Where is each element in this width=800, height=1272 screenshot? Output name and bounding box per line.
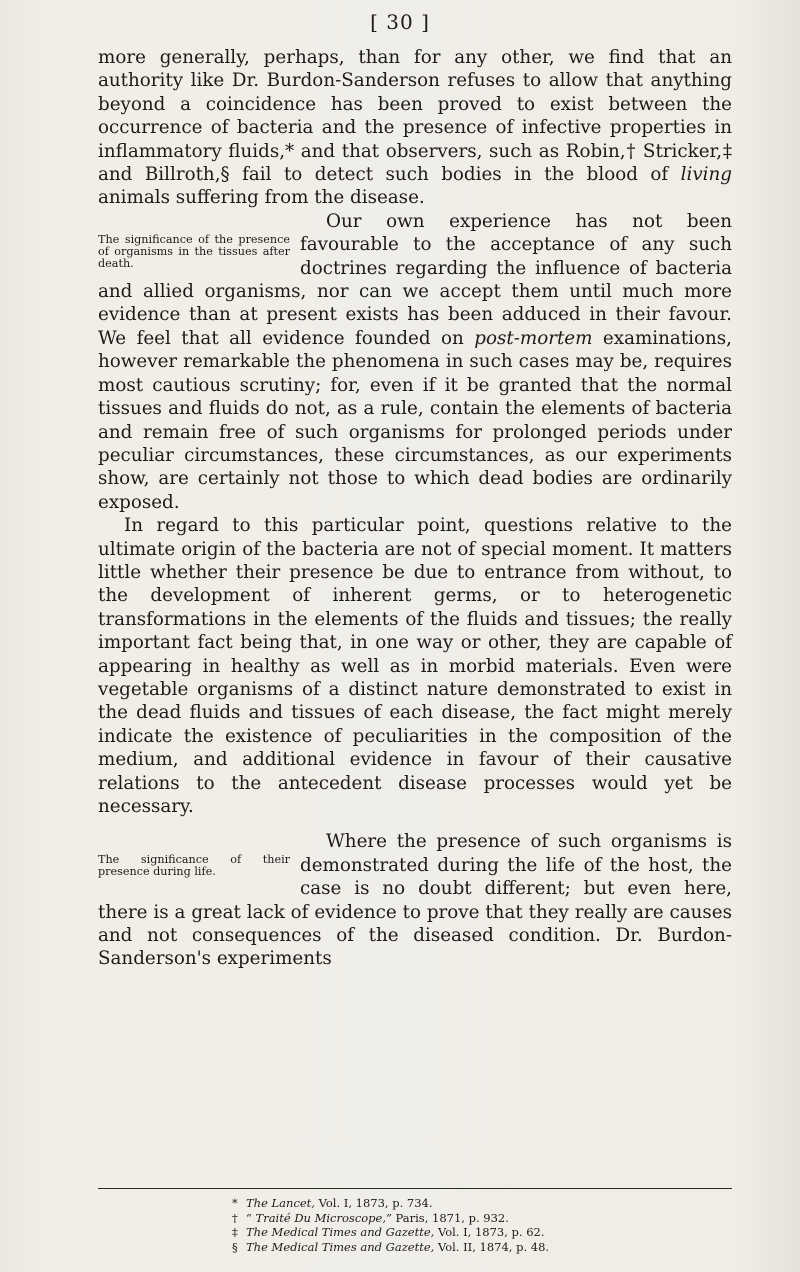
paragraph-1 [98, 46, 732, 210]
footnote-journal: The Lancet, [246, 1196, 315, 1210]
paragraph-4-text: Where the presence of such organisms is demonstrated during the life of the host, the case is no doubt different; but even here, there is a great lack of evidence to prove that they really are causes and not consequences of the diseased condition. Dr. Burdon-Sanderson's experiments [98, 831, 732, 970]
footnote-reference: Vol. II, 1874, p. 48. [434, 1239, 550, 1254]
paragraph-1-text-b: animals suffering from the disease. [98, 187, 425, 209]
margin-note-after-death: The significance of the presence of organisms in the tissues after death. [98, 232, 290, 270]
footnotes [232, 1196, 732, 1254]
page-number: [ 30 ] [370, 10, 430, 34]
paragraph-4 [98, 830, 732, 970]
footnote-mark: † [232, 1210, 238, 1225]
footnote-4 [232, 1240, 732, 1255]
footnote-reference: Vol. I, 1873, p. 734. [314, 1196, 433, 1210]
footnote-2 [232, 1211, 732, 1226]
footnote-journal: “ Traité Du Microscope,” [246, 1210, 392, 1225]
paragraph-3: In regard to this particular point, questions relative to the ultimate origin of the bacteria are not of special moment. It matters little whether their presence be due to entrance from without, to the development of inherent germs, or to heterogenetic transformations in the elements of the fluids and tissues; the really important fact being that, in one way or other, they are capable of appearing in healthy as well as in morbid materials. Even were vegetable organisms of a distinct nature demonstrated to exist in the dead fluids and tissues of each disease, the fact might merely indicate the existence of peculiarities in the composition of the medium, and additional evidence in favour of their causative relations to the antecedent disease processes would yet be necessary. [98, 515, 732, 817]
margin-note-during-life: The significance of their presence during life. [98, 853, 290, 879]
footnote-reference: Paris, 1871, p. 932. [391, 1210, 509, 1225]
paragraph-2-text-b: examinations, however remarkable the phenomena in such cases may be, requires most cautious scrutiny; for, even if it be granted that the normal tissues and fluids do not, as a rule, contain the elements of bacteria and remain free of such organisms for prolonged periods under peculiar circumstances, these circumstances, as our experiments show, are certainly not those to which dead bodies are ordinarily exposed. [98, 327, 732, 513]
footnote-mark: ‡ [232, 1225, 238, 1240]
body-text [98, 46, 732, 971]
paragraph-2-text-a: Our own experience has not been favourable to the acceptance of any such doctrines regarding the influence of bacteria and allied organisms, nor can we accept them until much more evidence than at present exists has been adduced in their favour. We feel that all evidence founded on [98, 210, 732, 349]
footnote-journal: The Medical Times and Gazette, [246, 1225, 435, 1240]
footnote-divider [98, 1188, 732, 1189]
paragraph-1-text-a: more generally, perhaps, than for any other, we find that an authority like Dr. Burdon-Sanderson refuses to allow that anything beyond a coincidence has been proved to exist between the occurrence of bacteria and the presence of infective properties in inflammatory fluids,* and that observers, such as Robin,† Stricker,‡ and Billroth,§ fail to detect such bodies in the blood of [98, 47, 732, 186]
paragraph-2 [98, 210, 732, 514]
footnote-reference: Vol. I, 1873, p. 62. [434, 1225, 545, 1240]
paragraph-1-emphasis: living [680, 164, 732, 186]
footnote-journal: The Medical Times and Gazette, [246, 1239, 435, 1254]
paragraph-2-emphasis: post-mortem [474, 327, 593, 349]
footnote-mark: * [232, 1196, 238, 1210]
footnote-1 [232, 1196, 732, 1211]
footnote-3 [232, 1225, 732, 1240]
footnote-mark: § [232, 1239, 238, 1254]
